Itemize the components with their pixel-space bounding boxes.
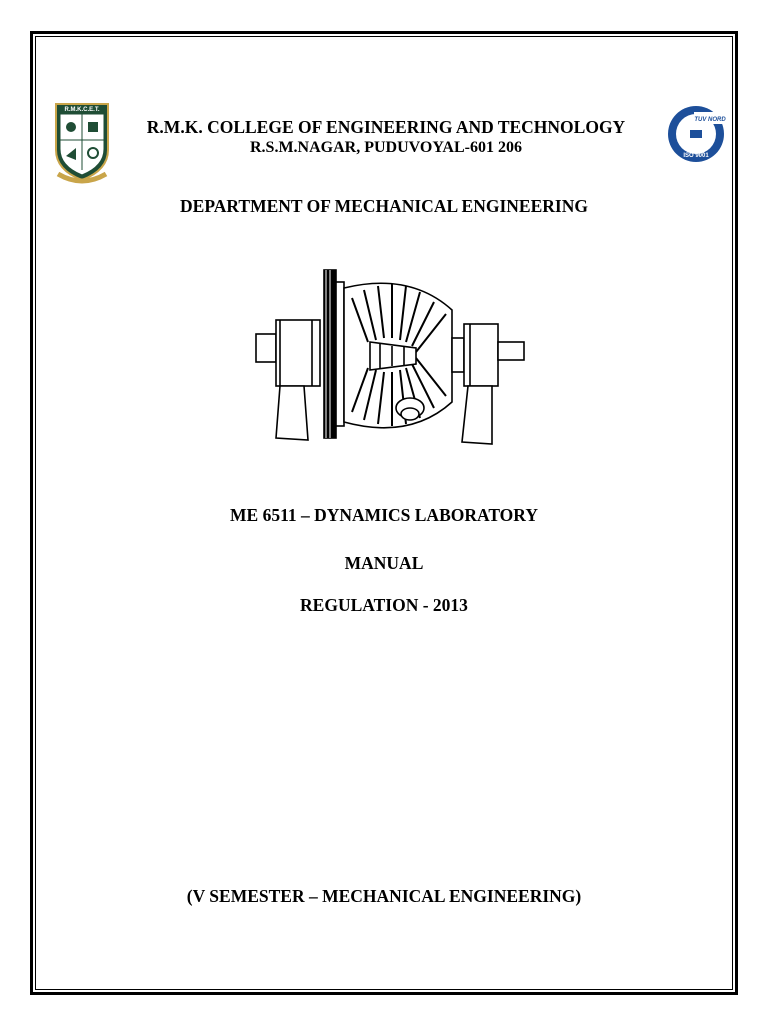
svg-text:R.M.K.C.E.T.: R.M.K.C.E.T. [64, 107, 100, 113]
svg-text:ISO 9001: ISO 9001 [683, 153, 709, 159]
regulation-year: REGULATION - 2013 [300, 595, 468, 615]
college-address: R.S.M.NAGAR, PUDUVOYAL-601 206 [250, 139, 522, 156]
department-title: DEPARTMENT OF MECHANICAL ENGINEERING [180, 196, 588, 216]
college-name: R.M.K. COLLEGE OF ENGINEERING AND TECHNOLOGY [146, 117, 626, 137]
differential-gear-drawing-icon [240, 262, 530, 446]
svg-text:TUV NORD: TUV NORD [694, 117, 726, 123]
course-title: ME 6511 – DYNAMICS LABORATORY [230, 505, 538, 525]
document-type: MANUAL [344, 553, 424, 573]
semester-label: (V SEMESTER – MECHANICAL ENGINEERING) [186, 886, 582, 906]
